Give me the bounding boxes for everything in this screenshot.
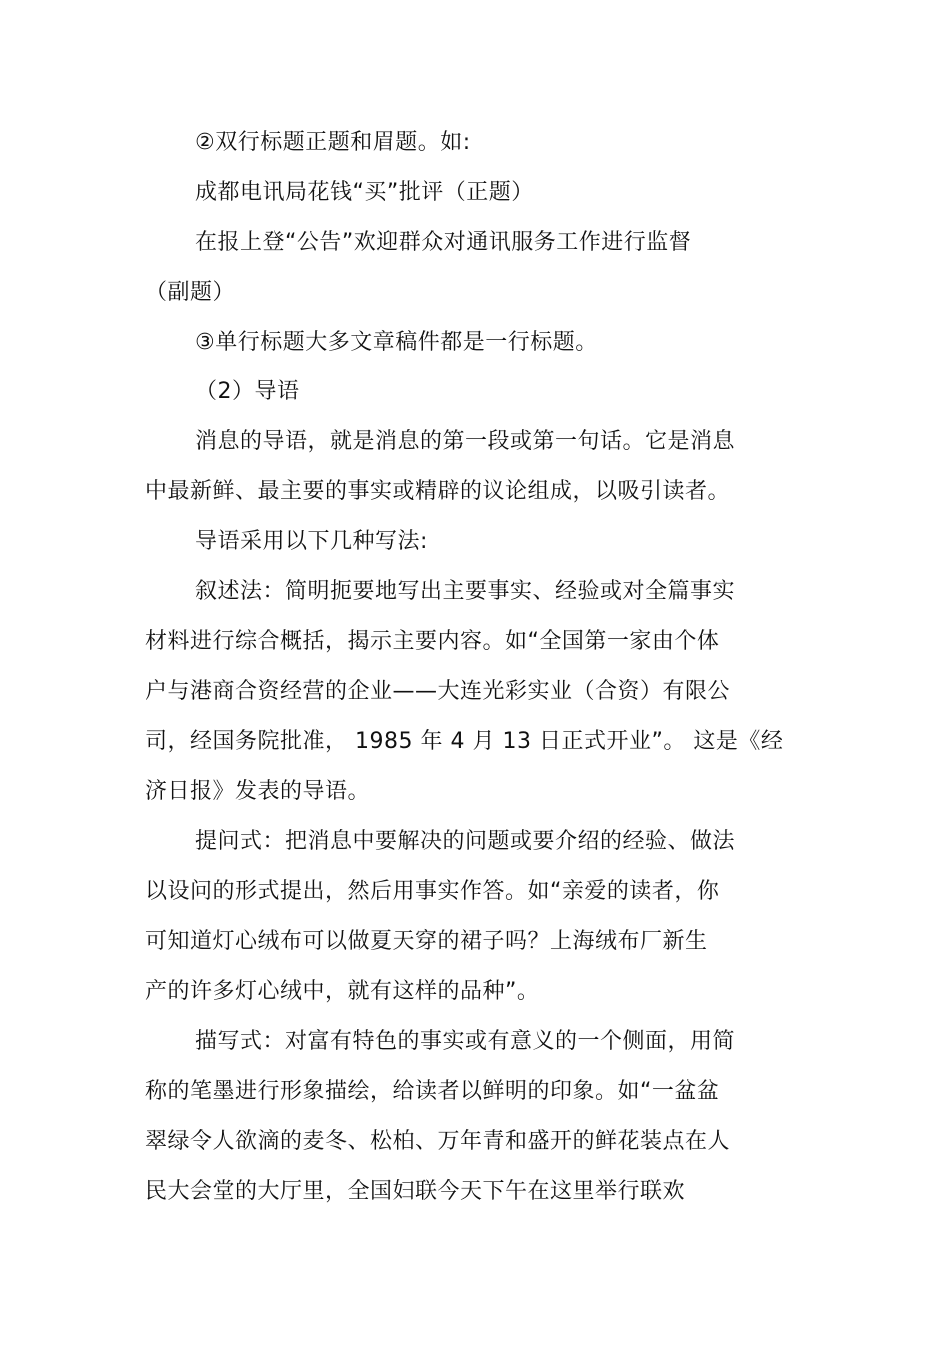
text-line-narrative-4: 司，经国务院批准， 1985 年 4 月 13 日正式开业”。 这是《经: [145, 729, 784, 754]
text-line-description-1: 描写式：对富有特色的事实或有意义的一个侧面，用简: [195, 1029, 736, 1054]
text-line-lead-definition-1: 消息的导语，就是消息的第一段或第一句话。它是消息: [195, 429, 736, 454]
text-line-example-subtitle: 在报上登“公告”欢迎群众对通讯服务工作进行监督: [195, 230, 692, 255]
text-line-question-3: 可知道灯心绒布可以做夏天穿的裙子吗？上海绒布厂新生: [145, 929, 708, 954]
text-line-question-2: 以设问的形式提出，然后用事实作答。如“亲爱的读者，你: [145, 879, 720, 904]
text-line-narrative-5: 济日报》发表的导语。: [145, 779, 371, 804]
text-line-description-3: 翠绿令人欲滴的麦冬、松柏、万年青和盛开的鲜花装点在人: [145, 1129, 731, 1154]
text-line-narrative-3: 户与港商合资经营的企业——大连光彩实业（合资）有限公: [145, 679, 731, 704]
text-line-description-4: 民大会堂的大厅里，全国妇联今天下午在这里举行联欢: [145, 1179, 686, 1204]
text-line-heading-single: ③单行标题大多文章稿件都是一行标题。: [195, 330, 598, 355]
text-line-description-2: 称的笔墨进行形象描绘，给读者以鲜明的印象。如“一盆盆: [145, 1079, 720, 1104]
text-line-heading-double: ②双行标题正题和眉题。如:: [195, 130, 471, 155]
text-line-narrative-2: 材料进行综合概括，揭示主要内容。如“全国第一家由个体: [145, 629, 720, 654]
text-line-lead-definition-2: 中最新鲜、最主要的事实或精辟的议论组成，以吸引读者。: [145, 479, 731, 504]
text-line-question-1: 提问式：把消息中要解决的问题或要介绍的经验、做法: [195, 829, 736, 854]
section-heading-lead: （2）导语: [195, 379, 300, 404]
text-line-narrative-1: 叙述法：简明扼要地写出主要事实、经验或对全篇事实: [195, 579, 736, 604]
text-line-subtitle-label: （副题）: [145, 280, 236, 305]
text-line-lead-methods: 导语采用以下几种写法:: [195, 529, 428, 554]
text-line-example-main-title: 成都电讯局花钱“买”批评（正题）: [195, 180, 534, 205]
text-line-question-4: 产的许多灯心绒中，就有这样的品种”。: [145, 979, 540, 1004]
